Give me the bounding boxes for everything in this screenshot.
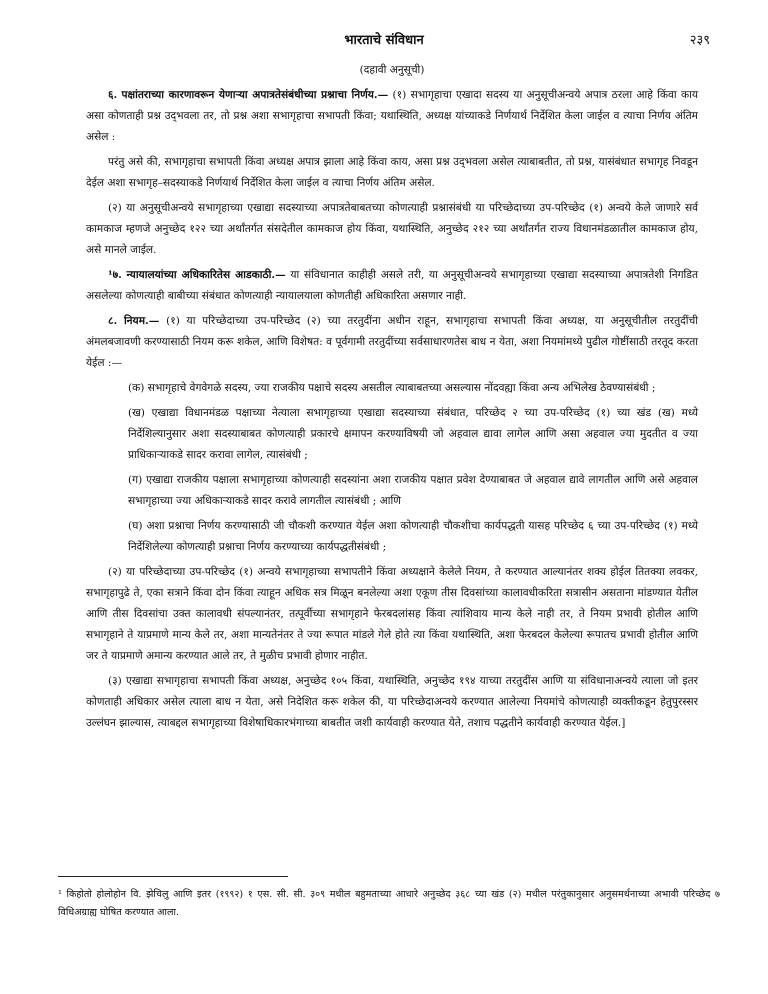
- para-8-heading: नियम.—: [123, 315, 160, 327]
- para-8-3: (३) एखाद्या सभागृहाचा सभापती किंवा अध्यक्ष, अनुच्छेद १०५ किंवा, यथास्थिति, अनुच्छेद १९४ याच्या तरतुदींस आणि या संविधानाअन्वये त्याला जो इतर कोणताही अधिकार असेल त्याला बाध न येता, असे निदेशित करू शकेल की, या परिच्छेदाअन्वये करण्यात आलेल्या नियमांचे कोणत्याही व्यक्तीकडून हेतुपुरस्सर उल्लंघन झाल्यास, त्याबद्दल सभागृहाच्या विशेषाधिकारभंगाच्या बाबतीत जशी कार्यवाही करण्यात येते, तशाच पद्धतीने कार्यवाही करण्यात येईल.]: [86, 675, 698, 729]
- footnote: ¹ किहोतो होलोहोन वि. झेचिलु आणि इतर (१९९२) १ एस. सी. सी. ३०९ मधील बहुमताच्या आधारे अनुच्छेद ३६८ च्या खंड (२) मधील परंतुकानुसार अनुसमर्थनाच्या अभावी परिच्छेद ७ विधिअग्राह्य घोषित करण्यात आला.: [58, 889, 720, 918]
- para-7-text: या संविधानात काहीही असले तरी, या अनुसूचीअन्वये सभागृहाच्या एखाद्या सदस्याच्या अपात्रतेशी निगडित असलेल्या कोणत्याही बाबीच्या संबंधात कोणत्याही न्यायालयाला कोणतीही अधिकारिता असणार नाही.: [86, 269, 699, 302]
- schedule-label: (दहावी अनुसूची): [359, 64, 425, 76]
- para-6-heading: पक्षांतराच्या कारणावरून येणाऱ्या अपात्रतेसंबंधीच्या प्रश्नाचा निर्णय.—: [121, 89, 389, 101]
- para-6-text: (१) सभागृहाचा एखादा सदस्य या अनुसूचीअन्वये अपात्र ठरला आहे किंवा काय असा कोणताही प्रश्न उद्‌भवला तर, तो प्रश्न अशा सभागृहाचा सभापती किंवा; यथास्थिति, अध्यक्ष यांच्याकडे निर्णयार्थ निर्देशित केला जाईल व त्याचा निर्णय अंतिम असेल :: [86, 89, 698, 143]
- para-8-item-kha: (ख) एखाद्या विधानमंडळ पक्षाच्या नेत्याला सभागृहाच्या एखाद्या सदस्याच्या संबंधात, परिच्छेद २ च्या उप-परिच्छेद (१) च्या खंड (ख) मध्ये निर्देशिल्यानुसार अशा सदस्याबाबत कोणत्याही प्रकारचे क्षमापन करण्याविषयी जो अहवाल द्यावा लागेल आणि असा अहवाल ज्या मुदतीत व ज्या प्राधिकाऱ्याकडे सादर करावा लागेल, त्यासंबंधी ;: [128, 407, 698, 461]
- para-8-item-gha: (घ) अशा प्रश्नाचा निर्णय करण्यासाठी जी चौकशी करण्यात येईल अशा कोणत्याही चौकशीचा कार्यपद्धती यासह परिच्छेद ६ च्या उप-परिच्छेद (१) मध्ये निर्देशिलेल्या कोणत्याही प्रश्नाचा निर्णय करण्याच्या कार्यपद्धतीसंबंधी ;: [128, 520, 698, 553]
- para-8-item-ga: (ग) एखाद्या राजकीय पक्षाला सभागृहाच्या कोणत्याही सदस्यांना अशा राजकीय पक्षात प्रवेश देण्याबाबत जे अहवाल द्यावे लागतील आणि असे अहवाल सभागृहाच्या ज्या अधिकाऱ्याकडे सादर करावे लागतील त्यासंबंधी ; आणि: [128, 474, 698, 507]
- para-6-2: (२) या अनुसूचीअन्वये सभागृहाच्या एखाद्या सदस्याच्या अपात्रतेबाबतच्या कोणत्याही प्रश्नासंबंधी या परिच्छेदाच्या उप-परिच्छेद (१) अन्वये केले जाणारे सर्व कामकाज म्हणजे अनुच्छेद १२२ च्या अर्थांतर्गत संसदेतील कामकाज होय किंवा, यथास्थिति, अनुच्छेद २१२ च्या अर्थांतर्गत राज्य विधानमंडळातील कामकाज होय, असे मानले जाईल.: [86, 202, 698, 256]
- para-7-heading: न्यायालयांच्या अधिकारितेस आडकाठी.—: [126, 269, 286, 281]
- para-6-number: ६.: [108, 89, 118, 101]
- para-8-1: [86, 311, 698, 374]
- running-header-title: भारताचे संविधान: [344, 33, 424, 48]
- para-8-number: ८.: [108, 315, 118, 327]
- para-7-number: ¹७.: [108, 269, 122, 281]
- footnote-divider: [58, 876, 288, 877]
- para-8-2: (२) या परिच्छेदाच्या उप-परिच्छेद (१) अन्वये सभागृहाच्या सभापतीने किंवा अध्यक्षाने केलेले नियम, ते करण्यात आल्यानंतर शक्य होईल तितक्या लवकर, सभागृहापुढे ते, एका सत्राने किंवा दोन किंवा त्याहून अधिक सत्र मिळून बनलेल्या अशा एकूण तीस दिवसांच्या कालावधीकरिता सत्रासीन असताना मांडण्यात येतील आणि तीस दिवसांचा उक्त कालावधी संपल्यानंतर, तत्पूर्वीच्या सभागृहाने फेरबदलांसह किंवा त्यांशिवाय मान्य केले नाही तर, ते नियम प्रभावी होतील आणि सभागृहाने ते याप्रमाणे मान्य केले तर, अशा मान्यतेनंतर ते ज्या रूपात मांडले गेले होते त्या किंवा यथास्थिति, अशा फेरबदल केलेल्या रूपातच प्रभावी होतील आणि जर ते याप्रमाणे अमान्य करण्यात आले तर, ते मुळीच प्रभावी होणार नाहीत.: [86, 566, 698, 662]
- page-number: २३९: [689, 33, 710, 48]
- main-text: [86, 60, 698, 738]
- para-8-item-ka: (क) सभागृहाचे वेगवेगळे सदस्य, ज्या राजकीय पक्षाचे सदस्य असतील त्याबाबतच्या असल्यास नोंदवह्या किंवा अन्य अभिलेख ठेवण्यासंबंधी ;: [128, 382, 656, 394]
- para-6-proviso: परंतु असे की, सभागृहाचा सभापती किंवा अध्यक्ष अपात्र झाला आहे किंवा काय, असा प्रश्न उद्‌भवला असेल त्याबाबतीत, तो प्रश्न, यासंबंधात सभागृह निवडून देईल अशा सभागृह–सदस्याकडे निर्णयार्थ निर्देशित केला जाईल व त्याचा निर्णय अंतिम असेल.: [86, 156, 698, 189]
- para-7: [86, 265, 698, 307]
- para-6-1: [86, 85, 698, 148]
- para-8-text: (१) या परिच्छेदाच्या उप-परिच्छेद (२) च्या तरतुदींना अधीन राहून, सभागृहाचा सभापती किंवा अध्यक्ष, या अनुसूचीतील तरतुदींची अंमलबजावणी करण्यासाठी नियम करू शकेल, आणि विशेषत: व पूर्वगामी तरतुदींच्या सर्वसाधारणतेस बाध न येता, अशा नियमांमध्ये पुढील गोष्टींसाठी तरतूद करता येईल :—: [86, 315, 699, 369]
